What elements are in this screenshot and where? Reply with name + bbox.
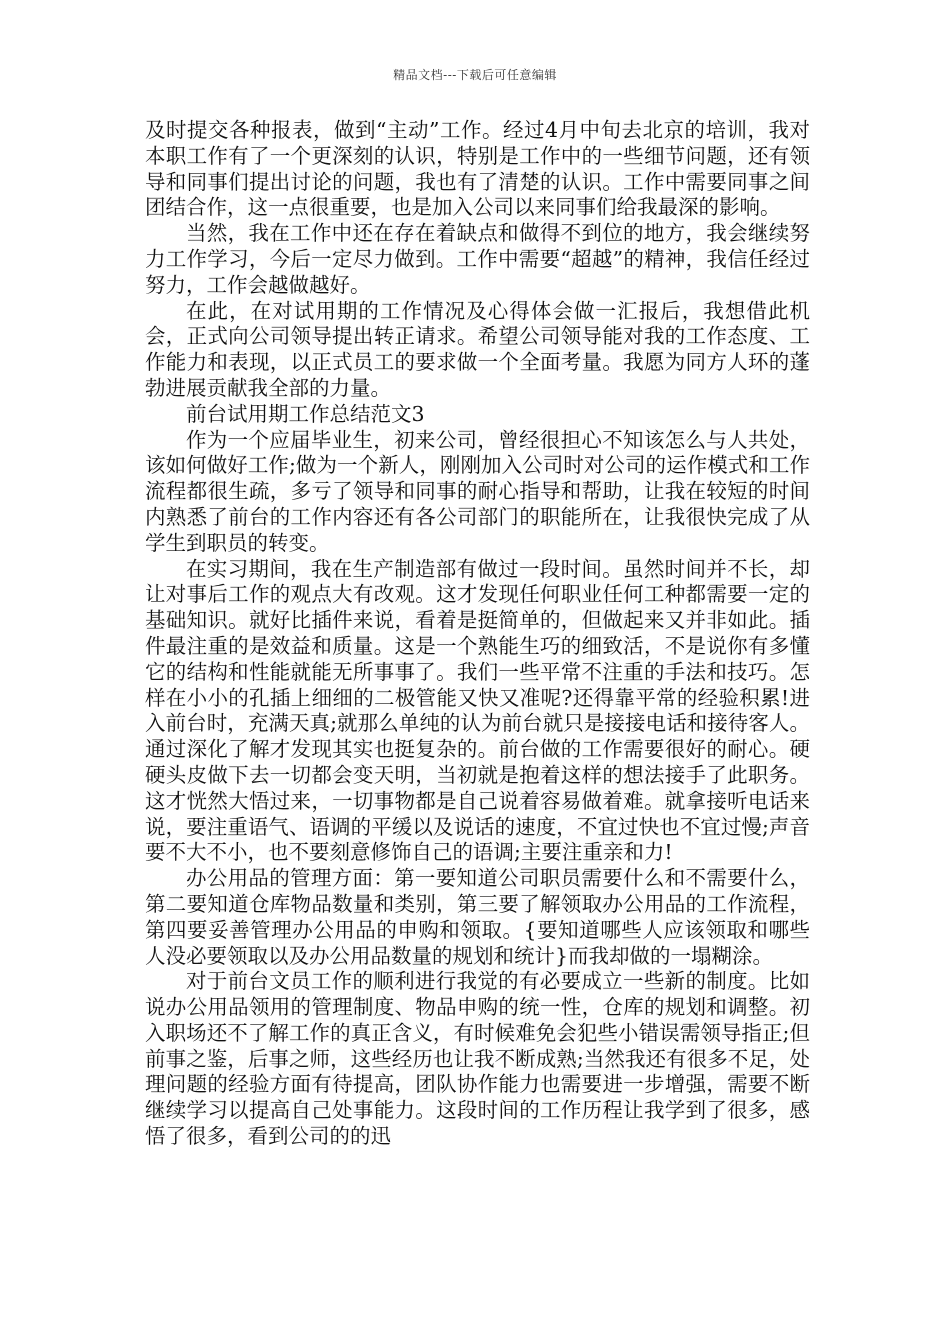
section-title: 前台试用期工作总结范文3: [186, 401, 425, 426]
page-header: 精品文档---下载后可任意编辑: [393, 68, 557, 82]
paragraph: 及时提交各种报表，做到“主动”工作。经过4月中旬去北京的培训，我对本职工作有了一个更深刻的认识，特别是工作中的一些细节问题，还有领导和同事们提出讨论的问题，我也有了清楚的认识。工作中需要同事之间团结合作，这一点很重要，也是加入公司以来同事们给我最深的影响。: [145, 118, 810, 220]
paragraph: 当然，我在工作中还在存在着缺点和做得不到位的地方，我会继续努力工作学习，今后一定尽力做到。工作中需要“超越”的精神，我信任经过努力，工作会越做越好。: [145, 221, 810, 297]
paragraph: 在实习期间，我在生产制造部有做过一段时间。虽然时间并不长，却让对事后工作的观点大有改观。这才发现任何职业任何工种都需要一定的基础知识。就好比插件来说，看着是挺简单的，但做起来又并非如此。插件最注重的是效益和质量。这是一个熟能生巧的细致活，不是说你有多懂它的结构和性能就能无所事事了。我们一些平常不注重的手法和技巧。怎样在小小的孔插上细细的二极管能又快又准呢?还得靠平常的经验积累!进入前台时，充满天真;就那么单纯的认为前台就只是接接电话和接待客人。通过深化了解才发现其实也挺复杂的。前台做的工作需要很好的耐心。硬硬头皮做下去一切都会变天明，当初就是抱着这样的想法接手了此职务。这才恍然大悟过来，一切事物都是自己说着容易做着难。就拿接听电话来说，要注重语气、语调的平缓以及说话的速度，不宜过快也不宜过慢;声音要不大不小，也不要刻意修饰自己的语调;主要注重亲和力!: [145, 556, 810, 865]
paragraph: 作为一个应届毕业生，初来公司，曾经很担心不知该怎么与人共处，该如何做好工作;做为一个新人，刚刚加入公司时对公司的运作模式和工作流程都很生疏，多亏了领导和同事的耐心指导和帮助，让我在较短的时间内熟悉了前台的工作内容还有各公司部门的职能所在，让我很快完成了从学生到职员的转变。: [145, 427, 810, 555]
document-body: [145, 118, 810, 1150]
paragraph: 在此，在对试用期的工作情况及心得体会做一汇报后，我想借此机会，正式向公司领导提出转正请求。希望公司领导能对我的工作态度、工作能力和表现，以正式员工的要求做一个全面考量。我愿为同方人环的蓬勃进展贡献我全部的力量。: [145, 298, 810, 400]
paragraph: 对于前台文员工作的顺利进行我觉的有必要成立一些新的制度。比如说办公用品领用的管理制度、物品申购的统一性，仓库的规划和调整。初入职场还不了解工作的真正含义，有时候难免会犯些小错误需领导指正;但前事之鉴，后事之师，这些经历也让我不断成熟;当然我还有很多不足，处理问题的经验方面有待提高，团队协作能力也需要进一步增强，需要不断继续学习以提高自己处事能力。这段时间的工作历程让我学到了很多，感悟了很多，看到公司的的迅: [145, 969, 810, 1149]
paragraph: 办公用品的管理方面：第一要知道公司职员需要什么和不需要什么，第二要知道仓库物品数量和类别，第三要了解领取办公用品的工作流程，第四要妥善管理办公用品的申购和领取。{要知道哪些人应该领取和哪些人没必要领取以及办公用品数量的规划和统计}而我却做的一塌糊涂。: [145, 866, 810, 968]
